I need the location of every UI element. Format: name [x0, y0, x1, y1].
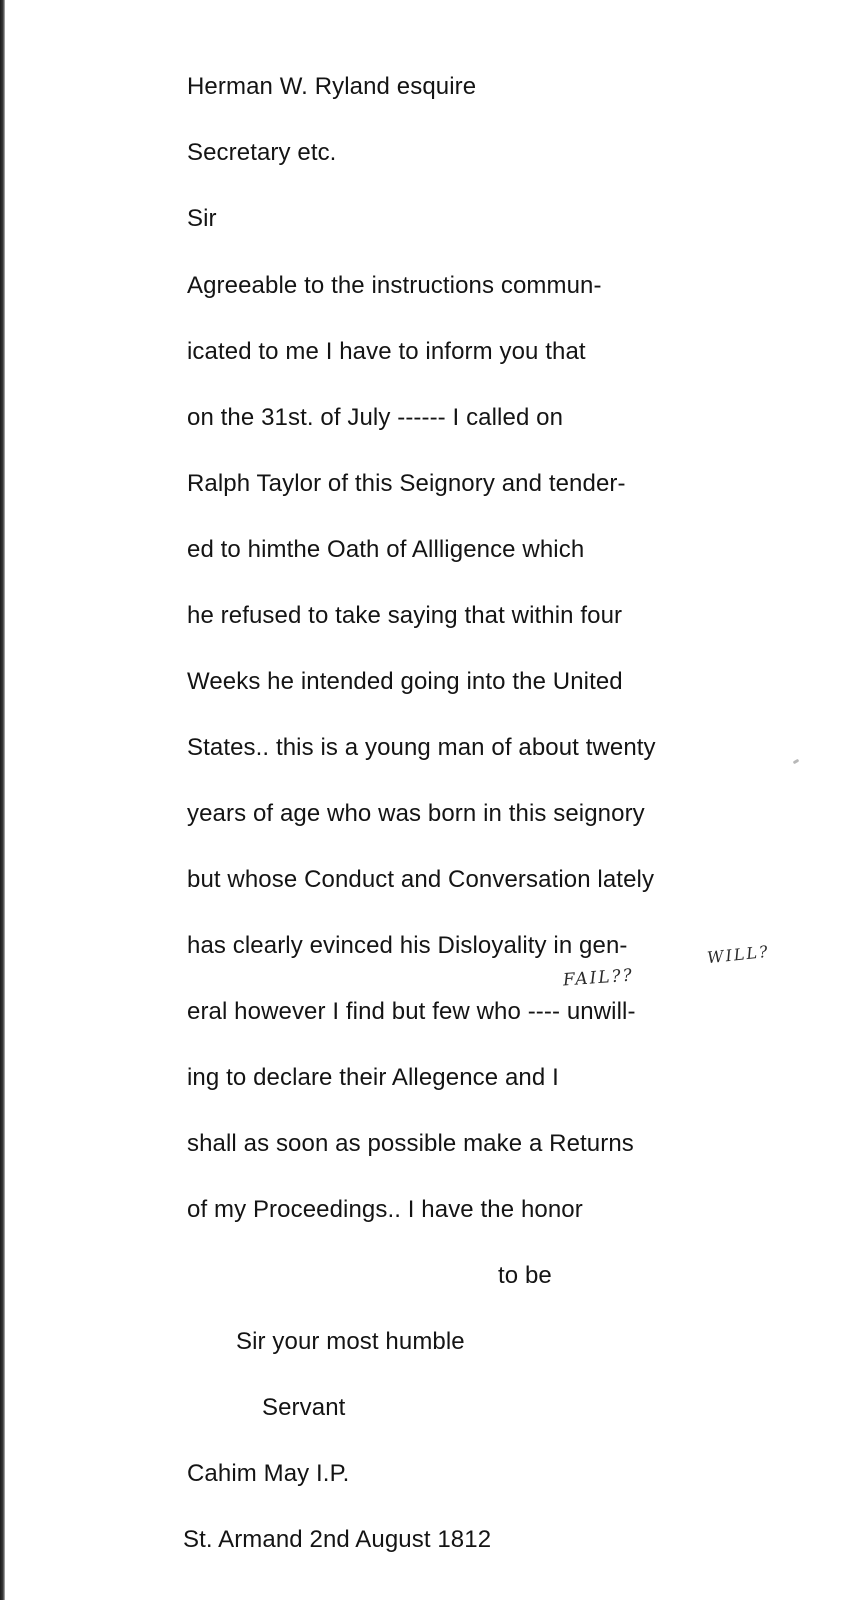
- body-line-13: ing to declare their Allegence and I: [187, 1064, 559, 1091]
- signature-line: Cahim May I.P.: [187, 1460, 350, 1487]
- salutation-line: Sir: [187, 205, 217, 232]
- handwritten-fail-note: FAIL??: [562, 965, 635, 991]
- closing-to-be: to be: [498, 1262, 552, 1289]
- body-line-14: shall as soon as possible make a Returns: [187, 1130, 634, 1157]
- body-line-11: has clearly evinced his Disloyality in gen-: [187, 932, 628, 959]
- body-line-3: on the 31st. of July ------ I called on: [187, 404, 564, 431]
- body-line-5: ed to himthe Oath of Allligence which: [187, 536, 585, 563]
- body-line-4: Ralph Taylor of this Seignory and tender-: [187, 470, 626, 497]
- body-line-6: he refused to take saying that within four: [187, 602, 623, 629]
- body-line-15: of my Proceedings.. I have the honor: [187, 1196, 583, 1223]
- body-line-10: but whose Conduct and Conversation lately: [187, 866, 655, 893]
- closing-humble: Sir your most humble: [236, 1328, 465, 1355]
- title-line: Secretary etc.: [187, 139, 337, 166]
- scan-speck: [793, 759, 800, 765]
- addressee-line: Herman W. Ryland esquire: [187, 73, 477, 100]
- body-line-1: Agreeable to the instructions commun-: [187, 272, 602, 299]
- body-line-7: Weeks he intended going into the United: [187, 668, 623, 695]
- scan-left-edge: [0, 0, 5, 1600]
- place-date-line: St. Armand 2nd August 1812: [183, 1526, 492, 1553]
- body-line-2: icated to me I have to inform you that: [187, 338, 586, 365]
- handwritten-will-note: WILL?: [706, 941, 771, 968]
- body-line-8: States.. this is a young man of about twenty: [187, 734, 656, 761]
- body-line-9: years of age who was born in this seignory: [187, 800, 645, 827]
- closing-servant: Servant: [262, 1394, 346, 1421]
- body-line-12: eral however I find but few who ---- unwill-: [187, 998, 636, 1025]
